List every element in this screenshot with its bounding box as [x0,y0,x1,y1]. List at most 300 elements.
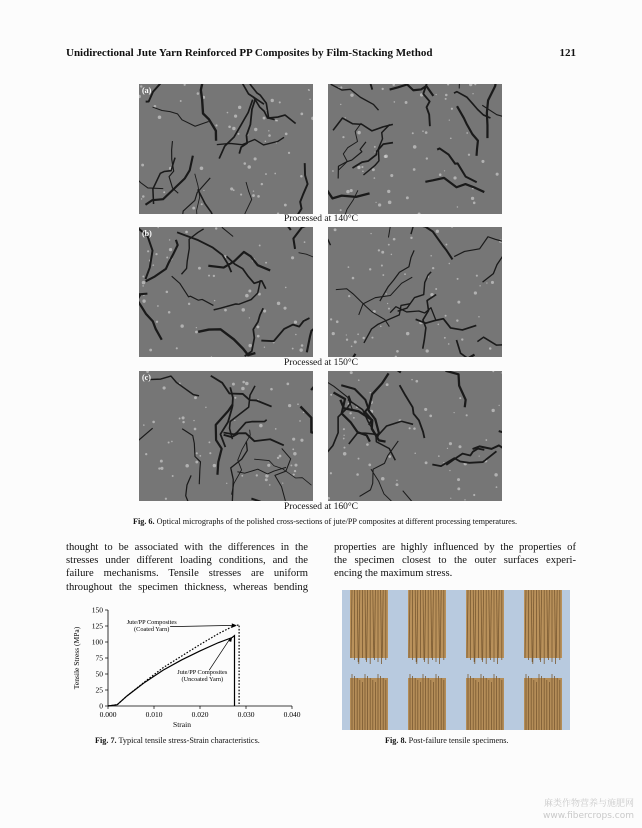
fiber-speck [369,268,371,270]
fiber-speck [169,239,170,240]
annotation-uncoated-line2: (Uncoated Yarn) [181,676,224,684]
fiber-speck [357,333,359,335]
fiber-speck [390,174,393,177]
fiber-speck [330,394,332,396]
fiber-speck [353,417,355,419]
y-tick-label: 25 [95,685,103,695]
fiber-speck [388,244,390,246]
fiber-speck [292,438,295,441]
fiber-speck [382,88,384,90]
fiber-speck [274,173,276,175]
fiber-speck [343,428,345,430]
watermark-line1: 麻类作物营养与施肥网 [543,799,634,809]
fiber-speck [157,305,159,307]
fiber-speck [234,397,236,399]
fiber-speck [372,168,375,171]
fiber-speck [163,386,166,389]
fiber-speck [405,101,408,104]
fiber-speck [203,190,204,191]
fiber-speck [457,487,460,490]
fiber-speck [265,262,267,264]
fiber-speck [179,418,181,420]
fiber-speck [448,343,450,345]
fiber-speck [449,470,450,471]
x-tick-label: 0.000 [99,710,117,719]
fiber-speck [457,478,460,481]
fiber-speck [142,276,144,278]
fiber-speck [160,467,163,470]
fiber-speck [412,132,414,134]
fiber-speck [238,106,241,109]
fiber-speck [351,346,353,348]
fiber-speck [413,427,416,430]
fiber-speck [141,198,142,199]
processed-label-150: Processed at 150°C [284,358,358,368]
specimen-body [350,678,388,730]
panel-letter-b: (b) [142,229,152,238]
fiber-speck [332,332,335,335]
fiber-speck [385,293,386,294]
fiber-speck [350,93,353,96]
fiber-speck [215,124,217,126]
fiber-speck [263,117,266,120]
fiber-speck [182,421,184,423]
fiber-speck [285,287,287,289]
fiber-speck [425,131,428,134]
fiber-speck [199,455,201,457]
fiber-speck [498,405,499,406]
fiber-speck [450,498,451,499]
fiber-speck [362,337,364,339]
fiber-speck [356,473,359,476]
fiber-speck [252,194,255,197]
fiber-speck [461,338,463,340]
fiber-speck [492,409,495,412]
fiber-speck [277,457,279,459]
x-tick-label: 0.020 [191,710,209,719]
fiber-speck [264,347,265,348]
fiber-speck [352,277,355,280]
specimen-body [466,678,504,730]
fiber-speck [214,300,215,301]
fiber-speck [496,173,499,176]
fiber-speck [194,396,197,399]
fiber-speck [271,99,274,102]
specimen-body [408,678,446,730]
fiber-speck [426,349,429,352]
fiber-speck [476,275,478,277]
fiber-speck [209,452,211,454]
watermark-line2: www.fibercrops.com [543,811,634,821]
fiber-speck [447,448,448,449]
y-tick-label: 0 [99,701,103,711]
fiber-speck [228,125,231,128]
text-line: thought to be associated with the differences in the [66,542,308,553]
specimen-bottom [466,674,504,730]
micrograph-a-right [328,84,502,214]
fiber-speck [292,448,294,450]
fig6-caption-text: Optical micrographs of the polished cross-sections of jute/PP composites at different processing temperatures. [154,517,518,526]
fiber-speck [435,94,436,95]
fiber-speck [410,237,412,239]
text-line: stresses under different loading conditions, and the [66,555,308,567]
fiber-speck [185,464,189,468]
fiber-speck [474,291,477,294]
fiber-speck [330,472,332,474]
fiber-speck [294,321,297,324]
fiber-speck [378,203,381,206]
fiber-speck [436,230,439,233]
fiber-speck [438,324,440,326]
fiber-speck [155,253,157,255]
fiber-speck [269,484,271,486]
fiber-speck [388,201,392,205]
fiber-speck [343,452,347,456]
annotation-uncoated-line1: Jute/PP Composites [177,669,228,676]
fiber-speck [176,347,178,349]
text-line: failure mechanisms. Tensile stresses are uniform [66,568,308,580]
fiber-speck [301,344,304,347]
fiber-speck [451,108,453,110]
fiber-speck [370,233,371,234]
fiber-speck [295,334,297,336]
fiber-speck [230,187,233,190]
fiber-speck [288,404,291,407]
fiber-speck [374,146,376,148]
fiber-speck [354,341,357,344]
annotation-uncoated-arrow [209,639,230,670]
fiber-speck [208,441,210,443]
fiber-speck [473,494,475,496]
fiber-speck [343,438,345,440]
fiber-speck [243,162,246,165]
fiber-speck [279,101,281,103]
fiber-speck [180,100,182,102]
fiber-speck [268,130,269,131]
fiber-speck [468,154,470,156]
fiber-speck [466,132,468,134]
fiber-speck [277,302,280,305]
panel-letter-c: (c) [142,373,151,382]
page-number: 121 [559,47,576,59]
fiber-speck [393,238,396,241]
fiber-speck [357,166,360,169]
fiber-speck [285,133,288,136]
fiber-speck [142,285,144,287]
fiber-speck [257,195,260,198]
fiber-speck [422,130,424,132]
micrograph-c-left [139,371,313,501]
y-tick-label: 150 [91,605,103,615]
fiber-speck [292,348,294,350]
fiber-speck [396,350,399,353]
fiber-speck [249,317,250,318]
fiber-speck [388,308,390,310]
fiber-speck [489,347,492,350]
fiber-speck [457,206,458,207]
fiber-speck [265,478,268,481]
fiber-speck [234,420,235,421]
fiber-speck [257,335,260,338]
fiber-speck [242,308,245,311]
fiber-speck [256,474,258,476]
fiber-speck [195,331,198,334]
fiber-speck [234,115,237,118]
fiber-speck [444,170,445,171]
fiber-speck [453,412,454,413]
fig7-caption-text: Typical tensile stress-Strain characteristics. [116,736,260,745]
micrograph-background [139,227,313,357]
fiber-speck [444,337,446,339]
fiber-speck [254,157,257,160]
micrograph-c-right [328,371,502,501]
fiber-speck [445,98,447,100]
fig7-chart [66,603,306,733]
fiber-speck [426,157,428,159]
fiber-speck [479,285,480,286]
fiber-speck [185,231,188,234]
fiber-speck [432,267,434,269]
fiber-speck [142,195,145,198]
fiber-speck [384,155,387,158]
fiber-speck [232,127,235,130]
fiber-speck [472,93,473,94]
fiber-speck [265,474,268,477]
fiber-speck [336,320,339,323]
fiber-speck [143,424,145,426]
fiber-speck [171,441,173,443]
fiber-speck [254,128,257,131]
specimens-photo [342,590,570,730]
panel-letter-a: (a) [142,86,152,95]
fiber-speck [265,141,267,143]
fiber-speck [457,301,460,304]
fiber-speck [227,112,229,114]
fiber-speck [168,442,170,444]
fiber-speck [245,294,249,298]
fiber-speck [226,483,227,484]
specimen-bottom [524,674,562,730]
fiber-speck [267,464,270,467]
fiber-speck [242,381,245,384]
fiber-speck [369,392,371,394]
fiber-speck [192,207,195,210]
running-title: Unidirectional Jute Yarn Reinforced PP Composites by Film-Stacking Method [66,47,433,59]
fiber-speck [371,337,373,339]
fiber-speck [200,166,204,170]
fiber-speck [343,447,345,449]
fiber-speck [348,266,350,268]
fiber-speck [248,344,251,347]
fiber-speck [299,420,301,422]
fiber-speck [237,133,239,135]
fiber-speck [259,245,261,247]
fiber-speck [340,86,342,88]
fiber-speck [358,379,360,381]
fiber-speck [257,325,260,328]
specimen-bottom [350,674,388,730]
annotation-coated-arrowhead [232,623,237,628]
fiber-speck [413,145,417,149]
fiber-speck [466,414,468,416]
fiber-speck [494,473,497,476]
fiber-speck [396,480,397,481]
y-tick-label: 75 [95,653,103,663]
fiber-speck [496,486,498,488]
stress-strain-chart [66,603,306,733]
fiber-speck [387,303,388,304]
fiber-speck [445,244,447,246]
y-axis-label: Tensile Stress (MPa) [72,626,81,690]
specimen-top [408,590,446,664]
fiber-speck [286,382,289,385]
fiber-speck [158,115,162,119]
fiber-speck [485,439,487,441]
fiber-speck [449,119,450,120]
fiber-speck [486,282,487,283]
fiber-speck [362,170,364,172]
fiber-speck [197,92,200,95]
fiber-speck [288,152,290,154]
x-tick-label: 0.030 [237,710,255,719]
fiber-speck [241,387,245,391]
fiber-speck [282,483,283,484]
fiber-speck [152,421,155,424]
text-line: the specimen closest to the outer surfaces experi- [334,555,576,567]
fiber-speck [304,241,306,243]
y-tick-label: 125 [91,621,103,631]
fiber-speck [473,202,476,205]
fiber-speck [247,165,251,169]
fiber-speck [445,315,447,317]
fiber-speck [350,189,353,192]
fiber-speck [152,264,154,266]
fiber-speck [453,176,456,179]
fig7-caption [95,736,260,745]
fiber-speck [309,99,310,100]
fiber-speck [429,415,432,418]
annotation-coated-line1: Jute/PP Composites [126,619,177,627]
fiber-speck [450,137,452,139]
fig6-caption [70,517,580,526]
fiber-speck [382,274,384,276]
fiber-speck [215,227,217,229]
x-tick-label: 0.010 [145,710,163,719]
fiber-speck [350,371,353,374]
fiber-speck [348,295,350,297]
fiber-speck [240,194,242,196]
fig8-caption-text: Post-failure tensile specimens. [406,736,509,745]
fiber-speck [283,307,286,310]
fiber-speck [424,408,427,411]
fiber-speck [196,452,198,454]
fiber-speck [366,443,369,446]
fiber-speck [297,403,299,405]
fiber-speck [142,281,146,285]
x-axis-label: Strain [173,720,191,729]
fiber-speck [193,420,194,421]
processed-label-160: Processed at 160°C [284,502,358,512]
fiber-speck [259,424,263,428]
fiber-speck [149,349,152,352]
fiber-speck [438,455,440,457]
fiber-speck [458,445,461,448]
fiber-speck [381,265,383,267]
fiber-speck [290,464,292,466]
fiber-speck [265,173,267,175]
fiber-speck [284,204,287,207]
fig8-caption [385,736,508,745]
fiber-speck [413,168,416,171]
fiber-speck [294,470,296,472]
fiber-speck [160,460,163,463]
fiber-speck [404,273,406,275]
annotation-coated-line2: (Coated Yarn) [134,626,170,634]
fiber-speck [386,383,389,386]
fiber-speck [459,397,461,399]
fiber-speck [387,190,390,193]
fiber-speck [248,289,251,292]
fiber-speck [478,316,480,318]
fiber-speck [340,104,341,105]
specimen-body [524,678,562,730]
fiber-speck [343,435,344,436]
fiber-speck [340,209,342,211]
fiber-speck [346,334,347,335]
fiber-speck [445,94,447,96]
y-tick-label: 100 [91,637,103,647]
fiber-speck [172,475,174,477]
fiber-speck [245,382,249,386]
annotation-coated-arrow [170,625,234,626]
fiber-speck [213,464,216,467]
text-line: encing the maximum stress. [334,568,453,580]
series-coated-line [108,625,239,706]
specimen-bottom [408,674,446,730]
fiber-speck [293,452,296,455]
fiber-speck [357,131,360,134]
fiber-speck [358,458,360,460]
fiber-speck [415,380,418,383]
fiber-speck [145,453,147,455]
fiber-speck [381,477,385,481]
fiber-speck [411,379,412,380]
fiber-speck [425,461,428,464]
fiber-speck [332,170,334,172]
fiber-speck [188,303,190,305]
fiber-speck [201,203,203,205]
fiber-speck [163,191,165,193]
fiber-speck [275,428,277,430]
fiber-speck [268,134,271,137]
fiber-speck [169,248,172,251]
fiber-speck [291,256,294,259]
fiber-speck [180,324,183,327]
fiber-speck [406,332,409,335]
fiber-speck [471,197,474,200]
processed-label-140: Processed at 140°C [284,214,358,224]
fiber-speck [142,299,145,302]
fiber-speck [293,473,295,475]
fiber-speck [414,452,416,454]
micrograph-background [139,84,313,214]
fiber-speck [330,318,332,320]
fiber-speck [378,249,380,251]
fiber-speck [294,464,297,467]
fiber-speck [394,101,396,103]
micrograph-a-left [139,84,313,214]
fiber-speck [349,412,351,414]
